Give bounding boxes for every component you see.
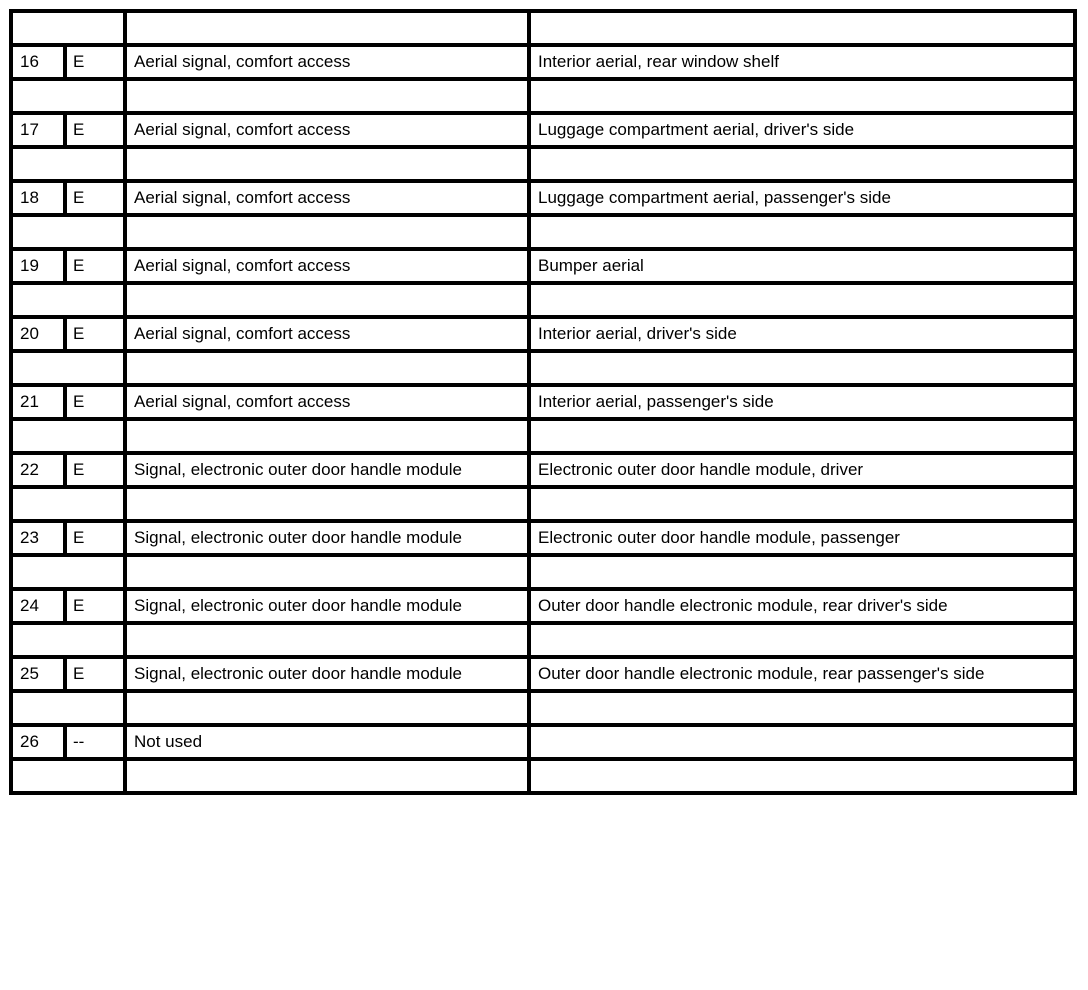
spacer-cell <box>125 623 529 657</box>
spacer-cell <box>529 283 1075 317</box>
spacer-cell <box>125 691 529 725</box>
signal-cell: Aerial signal, comfort access <box>125 181 529 215</box>
pin-cell: 19 <box>11 249 65 283</box>
spacer-row <box>11 79 1075 113</box>
spacer-cell <box>11 487 125 521</box>
consumer-cell: Electronic outer door handle module, passenger <box>529 521 1075 555</box>
signal-cell: Aerial signal, comfort access <box>125 317 529 351</box>
signal-cell: Signal, electronic outer door handle module <box>125 521 529 555</box>
pin-cell: 25 <box>11 657 65 691</box>
consumer-cell: Outer door handle electronic module, rear passenger's side <box>529 657 1075 691</box>
spacer-cell <box>529 623 1075 657</box>
pin-cell: 20 <box>11 317 65 351</box>
spacer-cell <box>529 691 1075 725</box>
spacer-cell <box>125 351 529 385</box>
spacer-cell <box>11 11 125 45</box>
spacer-cell <box>125 11 529 45</box>
table-row <box>11 453 1075 487</box>
consumer-cell: Luggage compartment aerial, passenger's side <box>529 181 1075 215</box>
spacer-row <box>11 11 1075 45</box>
signal-cell: Aerial signal, comfort access <box>125 113 529 147</box>
consumer-cell: Interior aerial, passenger's side <box>529 385 1075 419</box>
pin-cell: 17 <box>11 113 65 147</box>
spacer-cell <box>529 79 1075 113</box>
spacer-row <box>11 283 1075 317</box>
consumer-cell: Bumper aerial <box>529 249 1075 283</box>
type-cell: E <box>65 453 125 487</box>
spacer-cell <box>529 555 1075 589</box>
table-row <box>11 385 1075 419</box>
table-row <box>11 317 1075 351</box>
spacer-cell <box>529 11 1075 45</box>
pin-cell: 23 <box>11 521 65 555</box>
pin-cell: 16 <box>11 45 65 79</box>
spacer-cell <box>529 759 1075 793</box>
spacer-row <box>11 419 1075 453</box>
spacer-cell <box>11 351 125 385</box>
spacer-cell <box>529 215 1075 249</box>
spacer-cell <box>529 147 1075 181</box>
spacer-cell <box>125 147 529 181</box>
table-row <box>11 521 1075 555</box>
pin-cell: 21 <box>11 385 65 419</box>
consumer-cell: Interior aerial, driver's side <box>529 317 1075 351</box>
signal-cell: Not used <box>125 725 529 759</box>
spacer-cell <box>125 555 529 589</box>
signal-cell: Signal, electronic outer door handle module <box>125 453 529 487</box>
consumer-cell <box>529 725 1075 759</box>
type-cell: E <box>65 113 125 147</box>
pin-cell: 18 <box>11 181 65 215</box>
spacer-cell <box>529 419 1075 453</box>
type-cell: E <box>65 385 125 419</box>
signal-cell: Aerial signal, comfort access <box>125 249 529 283</box>
table-body <box>11 11 1075 793</box>
spacer-row <box>11 215 1075 249</box>
table-row <box>11 657 1075 691</box>
spacer-row <box>11 623 1075 657</box>
consumer-cell: Electronic outer door handle module, driver <box>529 453 1075 487</box>
table-row <box>11 45 1075 79</box>
consumer-cell: Outer door handle electronic module, rear driver's side <box>529 589 1075 623</box>
spacer-row <box>11 351 1075 385</box>
pin-assignment-table <box>9 9 1077 795</box>
type-cell: E <box>65 589 125 623</box>
consumer-cell: Interior aerial, rear window shelf <box>529 45 1075 79</box>
spacer-row <box>11 759 1075 793</box>
table-row <box>11 589 1075 623</box>
spacer-cell <box>125 759 529 793</box>
spacer-row <box>11 487 1075 521</box>
spacer-cell <box>11 283 125 317</box>
consumer-cell: Luggage compartment aerial, driver's side <box>529 113 1075 147</box>
signal-cell: Signal, electronic outer door handle module <box>125 657 529 691</box>
spacer-cell <box>11 623 125 657</box>
spacer-row <box>11 691 1075 725</box>
table-row <box>11 181 1075 215</box>
spacer-cell <box>11 759 125 793</box>
spacer-cell <box>125 487 529 521</box>
spacer-cell <box>11 419 125 453</box>
spacer-cell <box>529 351 1075 385</box>
spacer-cell <box>125 419 529 453</box>
spacer-cell <box>125 215 529 249</box>
spacer-cell <box>11 79 125 113</box>
signal-cell: Signal, electronic outer door handle module <box>125 589 529 623</box>
pin-cell: 24 <box>11 589 65 623</box>
signal-cell: Aerial signal, comfort access <box>125 45 529 79</box>
spacer-cell <box>11 555 125 589</box>
table-row <box>11 249 1075 283</box>
type-cell: E <box>65 45 125 79</box>
spacer-row <box>11 147 1075 181</box>
type-cell: E <box>65 521 125 555</box>
spacer-cell <box>11 147 125 181</box>
spacer-cell <box>11 691 125 725</box>
spacer-cell <box>11 215 125 249</box>
type-cell: E <box>65 657 125 691</box>
type-cell: E <box>65 317 125 351</box>
spacer-cell <box>529 487 1075 521</box>
table-row <box>11 725 1075 759</box>
type-cell: E <box>65 249 125 283</box>
signal-cell: Aerial signal, comfort access <box>125 385 529 419</box>
pin-cell: 22 <box>11 453 65 487</box>
type-cell: -- <box>65 725 125 759</box>
spacer-row <box>11 555 1075 589</box>
spacer-cell <box>125 283 529 317</box>
spacer-cell <box>125 79 529 113</box>
type-cell: E <box>65 181 125 215</box>
pin-cell: 26 <box>11 725 65 759</box>
table-row <box>11 113 1075 147</box>
